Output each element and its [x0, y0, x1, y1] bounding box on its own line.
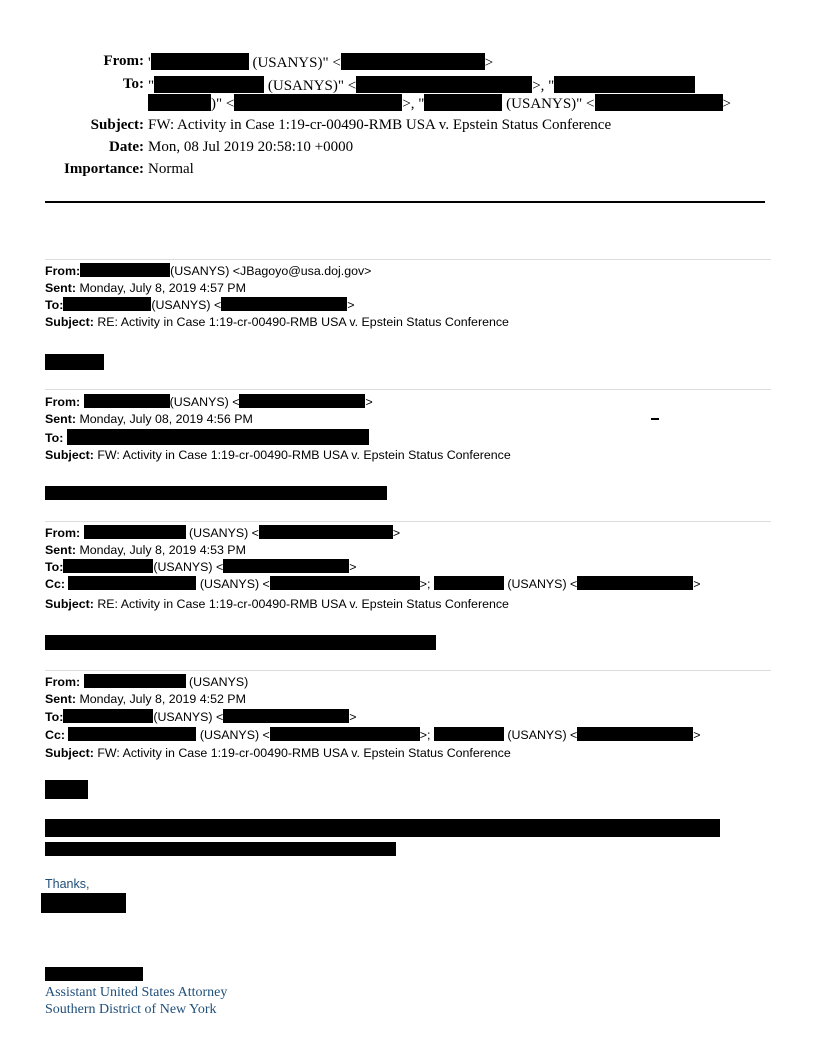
message-4-to: To: (USANYS) < > — [45, 710, 357, 724]
redaction — [80, 263, 170, 277]
header-divider — [45, 201, 765, 203]
redaction — [223, 559, 349, 573]
header-to-value-line2: )" < >, " (USANYS)" < > — [148, 94, 731, 113]
redaction — [84, 525, 186, 539]
redaction — [239, 394, 365, 408]
header-importance-label: Importance: — [64, 161, 144, 177]
redaction — [259, 525, 393, 539]
redaction — [67, 429, 369, 445]
header-date-label: Date: — [109, 139, 144, 155]
message-3-subject: Subject: RE: Activity in Case 1:19-cr-00490-RMB USA v. Epstein Status Conference — [45, 597, 509, 611]
message-4-body-redaction — [45, 819, 720, 837]
signature-block-name-redaction — [45, 967, 143, 981]
message-divider — [45, 521, 771, 522]
redaction — [68, 576, 196, 590]
message-3-sent: Sent: Monday, July 8, 2019 4:53 PM — [45, 543, 246, 557]
message-2-sent: Sent: Monday, July 08, 2019 4:56 PM — [45, 412, 253, 426]
signature-office: Southern District of New York — [45, 1002, 217, 1017]
signature-name-redaction — [41, 893, 126, 913]
redaction — [68, 727, 196, 741]
message-1-body-redaction — [45, 354, 104, 370]
redaction — [434, 576, 504, 590]
header-to-label: To: — [122, 76, 144, 92]
message-2-body-redaction — [45, 486, 387, 500]
message-3-body-redaction — [45, 635, 436, 650]
redaction — [234, 94, 402, 111]
redaction — [270, 727, 420, 741]
message-4-sent: Sent: Monday, July 8, 2019 4:52 PM — [45, 692, 246, 706]
redaction — [434, 727, 504, 741]
message-1-from: From: (USANYS) <JBagoyo@usa.doj.gov> — [45, 264, 372, 278]
closing-thanks: Thanks, — [45, 877, 90, 891]
redaction — [577, 576, 693, 590]
redaction — [221, 297, 347, 311]
message-divider — [45, 259, 771, 260]
dash-mark — [651, 418, 659, 420]
message-3-to: To: (USANYS) < > — [45, 560, 357, 574]
header-from-value: ' (USANYS)" < > — [148, 55, 494, 71]
redaction — [356, 76, 532, 93]
redaction — [63, 709, 153, 723]
message-3-from: From: (USANYS) < > — [45, 526, 401, 540]
header-importance-value: Normal — [148, 161, 194, 177]
redaction — [154, 76, 264, 93]
message-3-cc: Cc: (USANYS) < >; (USANYS) < > — [45, 577, 701, 591]
header-from-label: From: — [103, 53, 144, 69]
message-1-subject: Subject: RE: Activity in Case 1:19-cr-00490-RMB USA v. Epstein Status Conference — [45, 315, 509, 329]
redaction — [424, 94, 502, 111]
redaction — [223, 709, 349, 723]
header-date-value: Mon, 08 Jul 2019 20:58:10 +0000 — [148, 139, 354, 155]
redaction — [84, 674, 186, 688]
redaction — [151, 53, 249, 70]
signature-title: Assistant United States Attorney — [45, 985, 228, 1000]
redaction — [341, 53, 485, 70]
message-1-sent: Sent: Monday, July 8, 2019 4:57 PM — [45, 281, 246, 295]
message-4-body-redaction — [45, 842, 396, 856]
redaction — [63, 559, 153, 573]
message-2-from: From: (USANYS) < > — [45, 395, 373, 409]
header-subject-label: Subject: — [90, 117, 144, 133]
header-to-value-line1: " (USANYS)" < >, " — [148, 76, 695, 95]
redaction — [554, 76, 695, 93]
message-2-to: To: — [45, 429, 369, 447]
message-divider — [45, 389, 771, 390]
message-4-cc: Cc: (USANYS) < >; (USANYS) < > — [45, 728, 701, 742]
redaction — [148, 94, 211, 111]
redaction — [84, 394, 170, 408]
message-4-from: From: (USANYS) — [45, 675, 249, 689]
redaction — [63, 297, 151, 311]
redaction — [270, 576, 420, 590]
message-2-subject: Subject: FW: Activity in Case 1:19-cr-00490-RMB USA v. Epstein Status Conference — [45, 448, 511, 462]
redaction — [577, 727, 693, 741]
redaction — [595, 94, 723, 111]
message-4-greeting-redaction — [45, 780, 88, 799]
message-1-to: To: (USANYS) < > — [45, 298, 355, 312]
header-subject-value: FW: Activity in Case 1:19-cr-00490-RMB USA v. Epstein Status Conference — [148, 117, 612, 133]
message-divider — [45, 670, 771, 671]
message-4-subject: Subject: FW: Activity in Case 1:19-cr-00490-RMB USA v. Epstein Status Conference — [45, 746, 511, 760]
